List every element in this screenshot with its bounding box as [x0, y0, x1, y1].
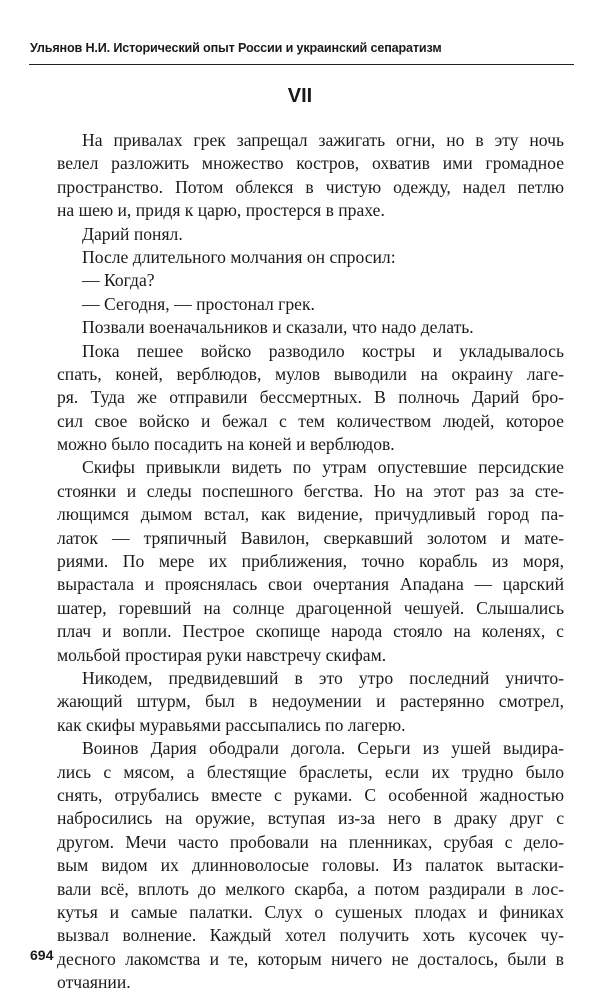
text-line: вым видом их длинноволосые головы. Из палаток вытаски-	[57, 855, 564, 876]
running-header: Ульянов Н.И. Исторический опыт России и украинский сепаратизм	[30, 41, 442, 55]
text-line: набросились на оружие, вступая из-за него в драку друг с	[57, 808, 564, 829]
text-line: — Когда?	[82, 270, 155, 291]
text-line: другом. Мечи часто пробовали на пленниках, срубая с дело-	[57, 831, 564, 852]
text-line: отчаянии.	[57, 972, 131, 993]
text-line: Дарий понял.	[82, 223, 183, 244]
text-line: стоянки и следы поспешного бегства. Но на этот раз за сте-	[57, 480, 564, 501]
text-line: На привалах грек запрещал зажигать огни, но в эту ночь	[82, 130, 564, 150]
text-line: десного лакомства и те, которым ничего не досталось, были в	[57, 948, 564, 969]
paragraph	[57, 246, 564, 269]
text-line: вызвал волнение. Каждый хотел получить хоть кусочек чу-	[57, 925, 564, 946]
text-line: на шею и, придя к царю, простерся в прахе.	[57, 200, 385, 221]
text-line: мольбой простирая руки навстречу скифам.	[57, 644, 387, 665]
text-line: После длительного молчания он спросил:	[82, 246, 396, 267]
text-line: как скифы муравьями рассыпались по лагерю.	[57, 714, 406, 735]
text-line: лись с мясом, а блестящие браслеты, если их трудно было	[57, 761, 564, 782]
text-line: Воинов Дария ободрали догола. Серьги из ушей выдира-	[82, 738, 564, 759]
text-line: спать, коней, верблюдов, мулов выводили на окраину лаге-	[57, 363, 564, 384]
paragraph	[57, 223, 564, 246]
text-line: велел разложить множество костров, охватив ими громадное	[57, 153, 564, 174]
text-line: сил свое войско и бежал с тем количеством людей, которое	[57, 410, 564, 431]
paragraph	[57, 667, 564, 737]
text-line: Скифы привыкли видеть по утрам опустевшие персидские	[82, 457, 564, 478]
text-line: латок — тряпичный Вавилон, сверкавший золотом и мате-	[57, 527, 564, 548]
page-number: 694	[30, 947, 54, 963]
chapter-title: VII	[287, 85, 313, 107]
paragraph	[57, 737, 564, 994]
text-line: пространство. Потом облекся в чистую одежду, надел петлю	[57, 176, 564, 197]
text-line: Никодем, предвидевший в это утро последний уничто-	[82, 667, 564, 688]
paragraph	[57, 456, 564, 667]
paragraph	[57, 129, 564, 223]
text-line: шатер, горевший на солнце драгоценной чешуей. Слышались	[57, 597, 564, 618]
text-line: лющимся дымом встал, как видение, причудливый город па-	[57, 504, 564, 525]
text-line: вырастала и прояснялась свои очертания Ападана — царский	[57, 574, 564, 595]
text-line: кутья и самые палатки. Слух о сушеных плодах и финиках	[57, 901, 564, 922]
text-line: можно было посадить на коней и верблюдов.	[57, 434, 395, 455]
paragraph	[57, 269, 564, 292]
text-line: плач и вопли. Пестрое скопище народа стояло на коленях, с	[57, 621, 564, 642]
paragraph	[57, 293, 564, 316]
paragraph	[57, 316, 564, 339]
header-rule	[29, 64, 574, 65]
text-line: снять, отрубались вместе с руками. С особенной жадностью	[57, 784, 564, 805]
body-text	[57, 129, 564, 994]
text-line: ря. Туда же отправили бессмертных. В полночь Дарий бро-	[57, 387, 564, 408]
text-line: Пока пешее войско разводило костры и укладывалось	[82, 340, 564, 361]
paragraph	[57, 340, 564, 457]
text-line: жающий штурм, был в недоумении и растерянно смотрел,	[57, 691, 564, 712]
text-line: Позвали военачальников и сказали, что надо делать.	[82, 317, 474, 338]
text-line: риями. По мере их приближения, точно корабль из моря,	[57, 551, 564, 572]
text-line: вали всё, вплоть до мелкого скарба, а потом раздирали в лос-	[57, 878, 564, 899]
text-line: — Сегодня, — простонал грек.	[82, 293, 315, 314]
